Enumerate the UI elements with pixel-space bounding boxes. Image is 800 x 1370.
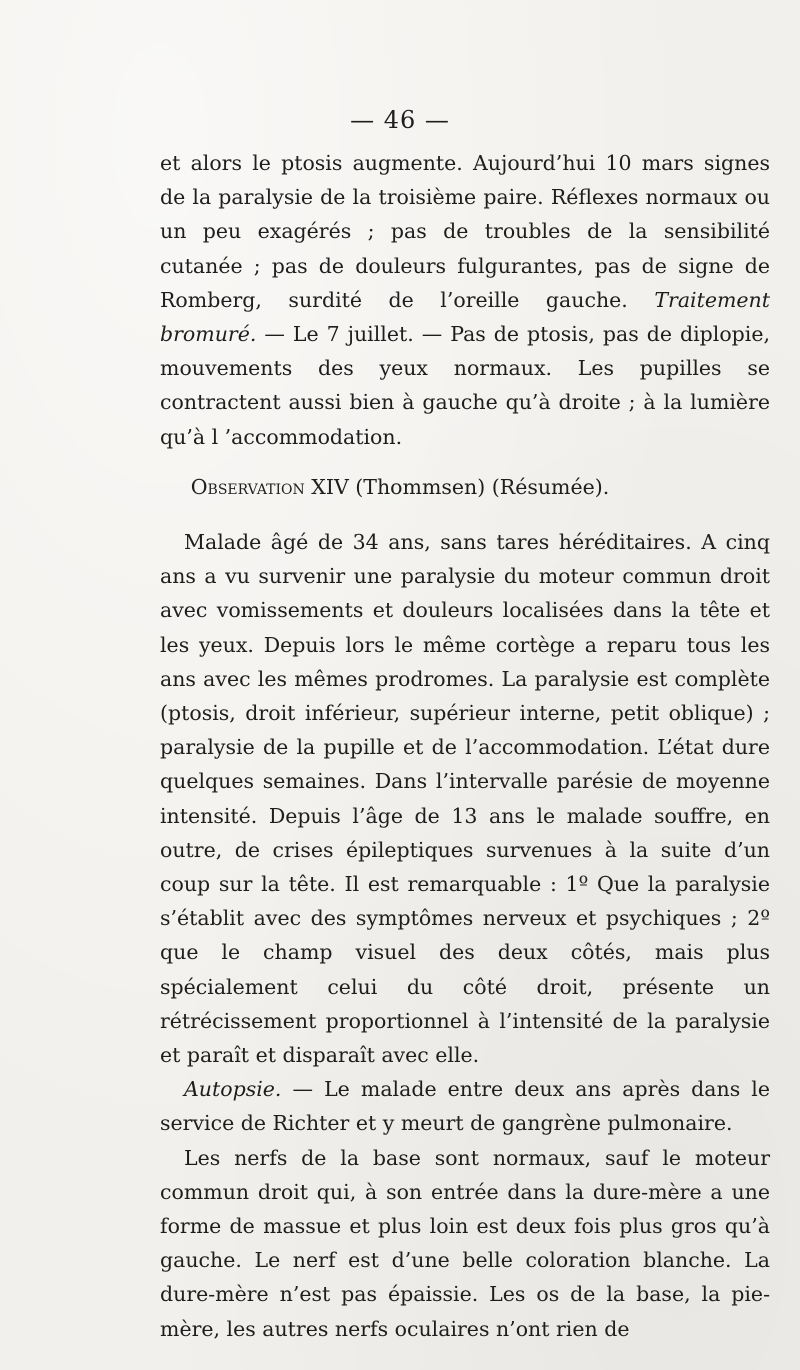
autopsy-text: — Le malade entre deux ans après dans le service de Richter et y meurt de gangrène pulmonaire. <box>160 1077 770 1136</box>
observation-title: XIV (Thommsen) (Résumée). <box>304 475 610 499</box>
observation-label: Observation <box>190 475 305 499</box>
observation-heading <box>0 472 800 502</box>
continuation-text-1: et alors le ptosis augmente. Aujourd’hui 10 mars signes de la paralysie de la troisième paire. Réflexes normaux ou un peu exagérés ; pas de troubles de la sensibilité cutanée ; pas de douleurs fulgurantes, pas de signe de Romberg, surdité de l’oreille gauche. <box>160 151 770 312</box>
treatment-label: Traitement bromuré. <box>160 287 770 347</box>
page-number: — 46 — <box>350 106 450 134</box>
observation-paragraph-1: Malade âgé de 34 ans, sans tares héréditaires. A cinq ans a vu survenir une paralysie du moteur commun droit avec vomissements et douleurs localisées dans la tête et les yeux. Depuis lors le même cortège a reparu tous les ans avec les mêmes prodromes. La paralysie est complète (ptosis, droit inférieur, supérieur interne, petit oblique) ; paralysie de la pupille et de l’accommodation. L’état dure quelques semaines. Dans l’intervalle parésie de moyenne intensité. Depuis l’âge de 13 ans le malade souffre, en outre, de crises épileptiques survenues à la suite d’un coup sur la tête. Il est remarquable : 1º Que la paralysie s’établit avec des symptômes nerveux et psychiques ; 2º que le champ visuel des deux côtés, mais plus spécialement celui du côté droit, présente un rétrécissement proportionnel à l’intensité de la paralysie et paraît et disparaît avec elle. <box>160 530 770 1068</box>
observation-paragraph-3: Les nerfs de la base sont normaux, sauf le moteur commun droit qui, à son entrée dans la dure-mère a une forme de massue et plus loin est deux fois plus gros qu’à gauche. Le nerf est d’une belle coloration blanche. La dure-mère n’est pas épaissie. Les os de la base, la pie-mère, les autres nerfs oculaires n’ont rien de <box>160 1145 770 1341</box>
continuation-text-2: — Le 7 juillet. — Pas de ptosis, pas de diplopie, mouvements des yeux normaux. Les pupilles se contractent aussi bien à gauche qu’à droite ; à la lumière qu’à l ’accommodation. <box>160 322 770 449</box>
observation-body <box>160 525 770 1346</box>
observation-paragraph-2 <box>160 1072 770 1140</box>
autopsy-label: Autopsie. <box>184 1077 282 1102</box>
continuation-text <box>160 146 770 454</box>
continuation-paragraph <box>160 146 770 454</box>
